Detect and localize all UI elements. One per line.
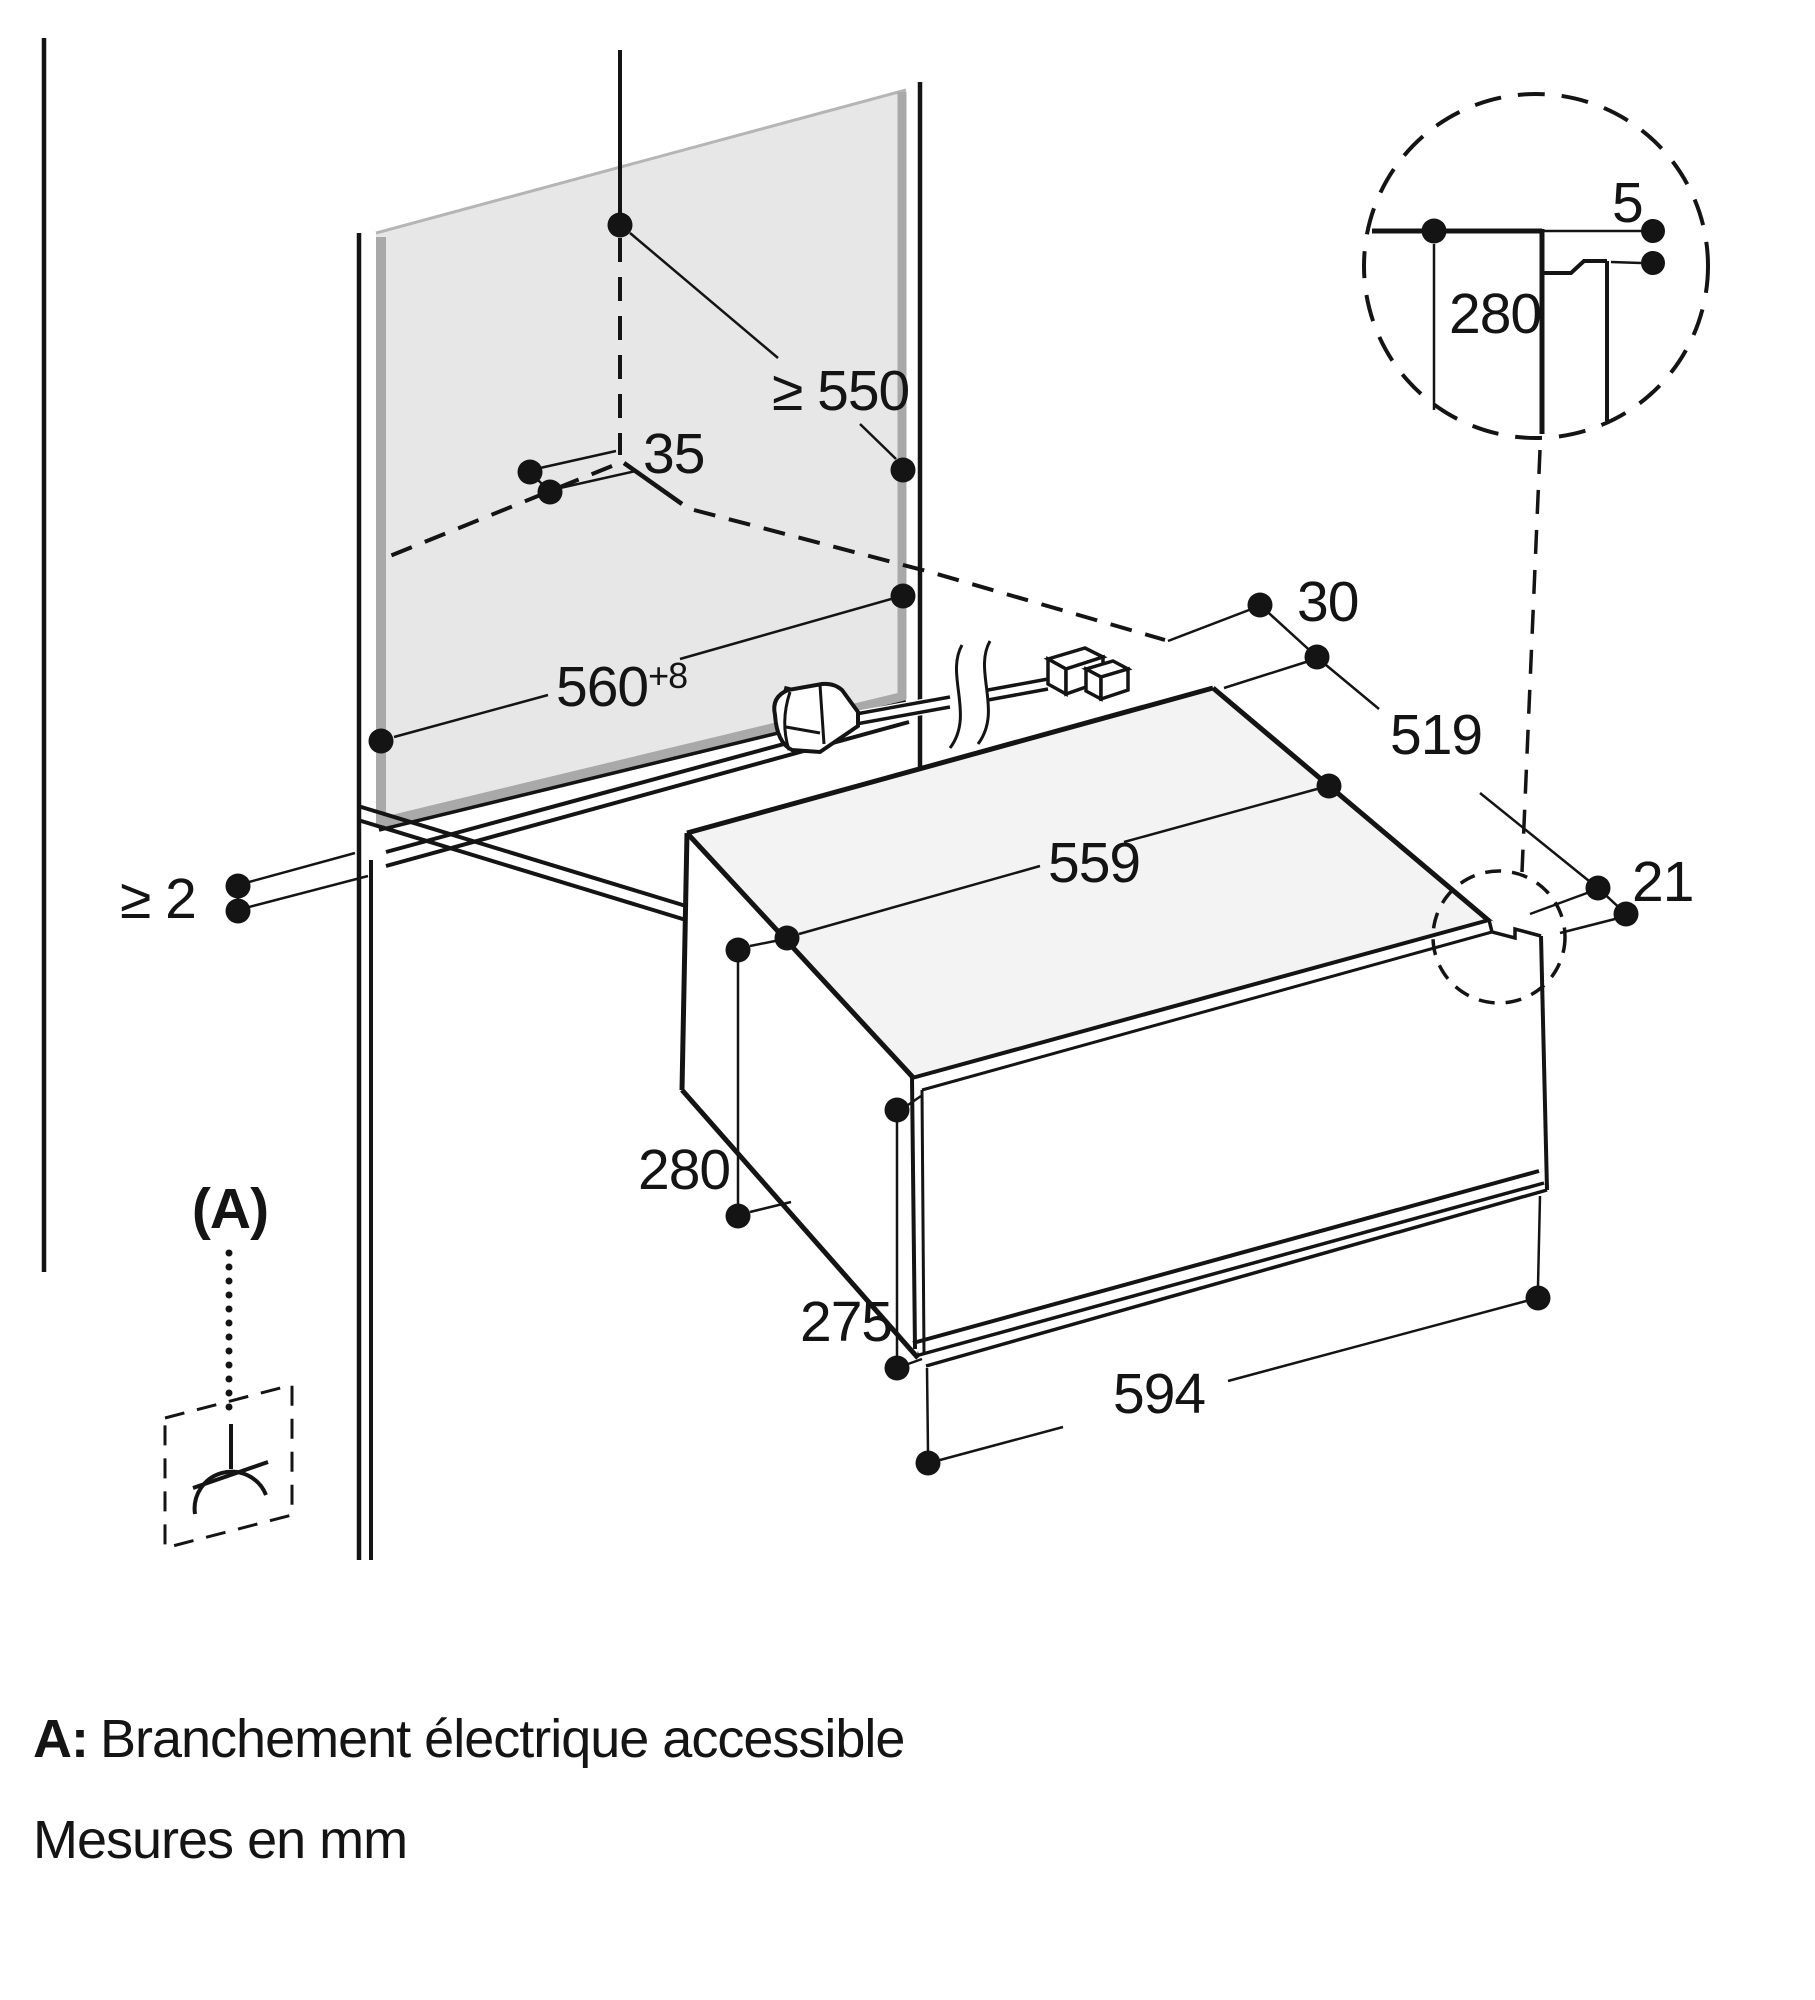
inline-connector-icon bbox=[1048, 648, 1128, 699]
dim-label-cable-offset: 35 bbox=[643, 422, 705, 486]
dim-label-detail-gap: 5 bbox=[1612, 171, 1643, 235]
dimension-dot bbox=[369, 729, 394, 754]
dim-label-connector-clearance: 30 bbox=[1297, 570, 1359, 634]
dim-label-niche-depth: ≥ 550 bbox=[772, 359, 910, 423]
dimension-dot bbox=[1317, 774, 1342, 799]
callout-a-label: (A) bbox=[191, 1177, 269, 1241]
dimension-dot bbox=[775, 926, 800, 951]
dimension-dot bbox=[608, 213, 633, 238]
dimension-dot bbox=[726, 938, 751, 963]
socket-outlet-icon bbox=[193, 1424, 268, 1514]
callout-a bbox=[165, 1177, 292, 1548]
dim-label-front-overhang: 21 bbox=[1632, 850, 1694, 914]
dimension-dot bbox=[726, 1204, 751, 1229]
dimension-dot bbox=[891, 458, 916, 483]
detail-leader-line bbox=[1522, 450, 1540, 872]
dim-label-front-height: 275 bbox=[800, 1290, 893, 1354]
power-plug-icon bbox=[774, 684, 858, 752]
dimension-dot bbox=[1422, 219, 1447, 244]
dim-label-appliance-height: 280 bbox=[638, 1138, 731, 1202]
dim-label-front-width: 594 bbox=[1113, 1362, 1206, 1426]
dimension-dot bbox=[891, 584, 916, 609]
dimension-dot bbox=[1641, 219, 1665, 243]
dim-label-appliance-width: 559 bbox=[1048, 831, 1141, 895]
dim-label-niche-width: $560^{+8}$ bbox=[556, 655, 688, 719]
dim-label-appliance-depth: 519 bbox=[1390, 703, 1483, 767]
dimension-dot bbox=[1526, 1286, 1551, 1311]
dim-connector-clearance bbox=[1168, 570, 1358, 688]
cable-break-icon bbox=[978, 641, 990, 744]
dimension-dot bbox=[1641, 251, 1665, 275]
dotted-leader bbox=[226, 1250, 233, 1411]
dim-side-gap bbox=[120, 853, 368, 931]
dim-label-detail-niche-height: 280 bbox=[1449, 282, 1542, 346]
legend-line: A: Branchement électrique accessible bbox=[33, 1709, 905, 1769]
dimension-dot bbox=[885, 1356, 910, 1381]
appliance-box bbox=[682, 688, 1547, 1366]
dimension-dot bbox=[916, 1451, 941, 1476]
captions bbox=[33, 1709, 904, 1870]
cable-break-icon bbox=[950, 645, 962, 748]
wall-lines bbox=[44, 38, 371, 1560]
dim-label-side-gap: ≥ 2 bbox=[120, 867, 196, 931]
dimension-dot bbox=[885, 1098, 910, 1123]
units-note: Mesures en mm bbox=[33, 1810, 408, 1870]
